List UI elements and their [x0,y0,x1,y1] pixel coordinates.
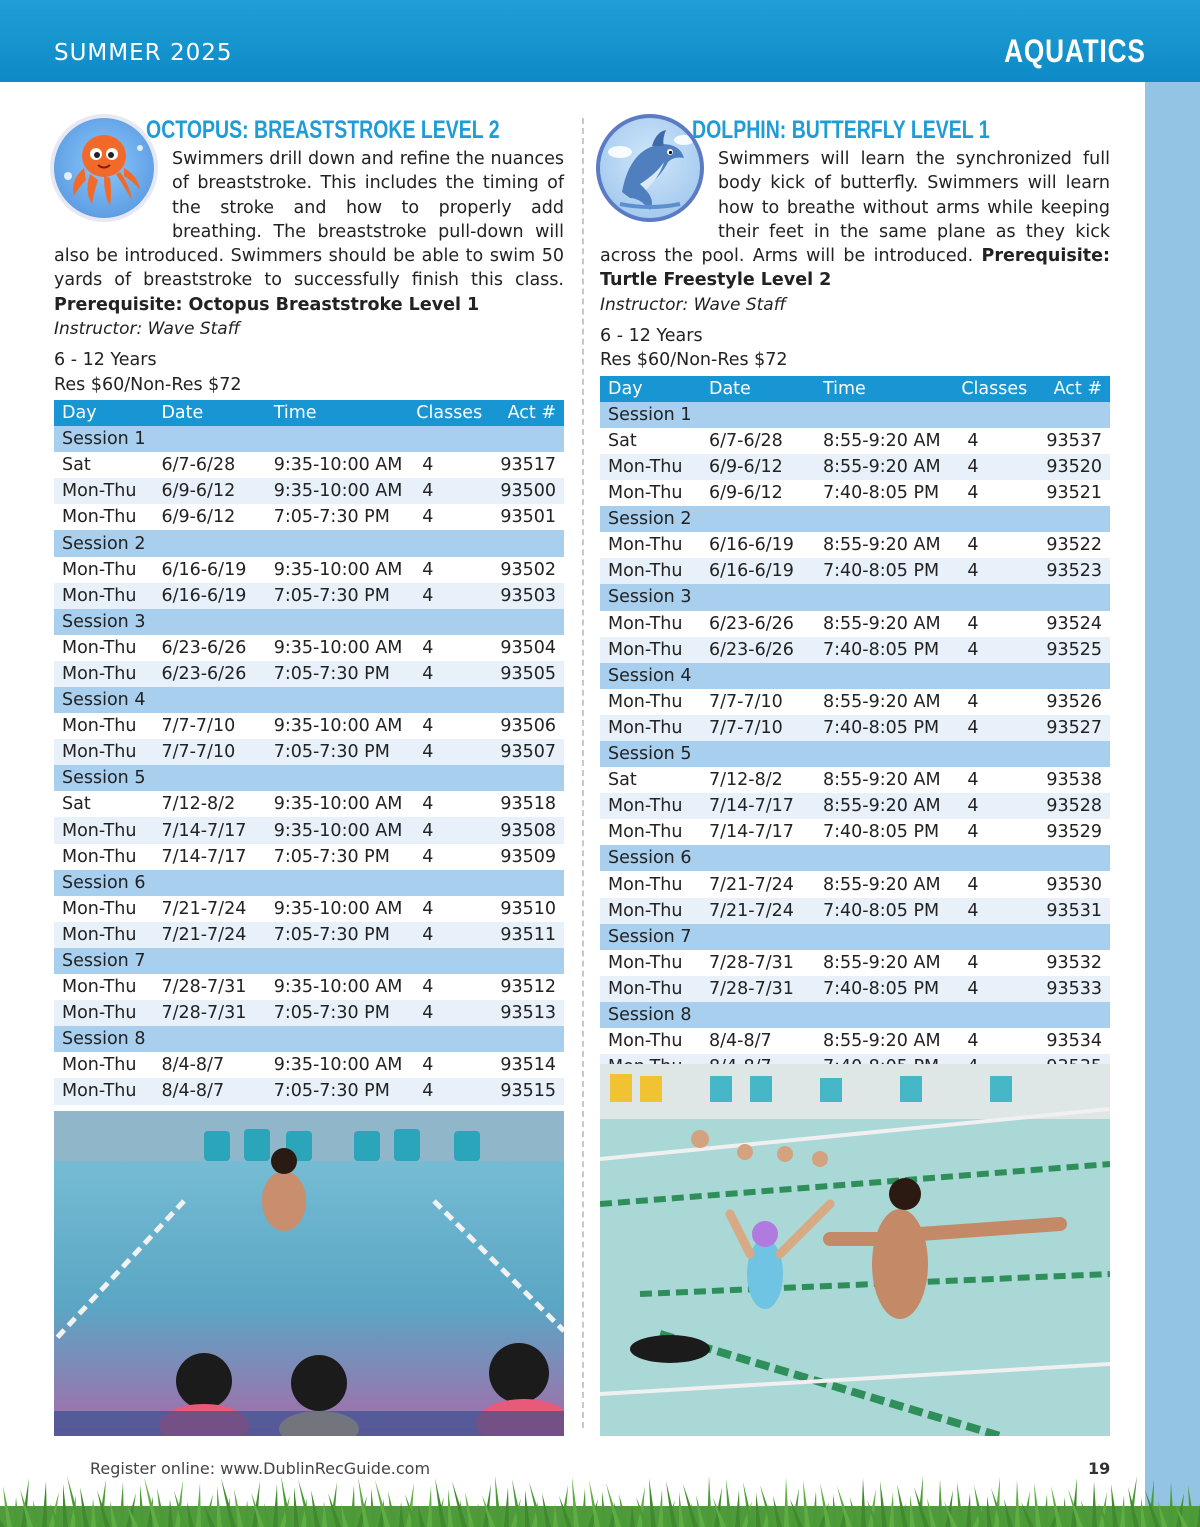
section-title: AQUATICS [1004,33,1146,69]
table-row [600,793,1110,819]
cell-act: 93502 [485,557,564,583]
session-row [54,765,564,791]
schedule-table [600,376,1110,1080]
table-row [54,478,564,504]
session-row [600,663,1110,689]
cell-date: 6/16-6/19 [153,583,265,609]
cell-classes: 4 [408,896,485,922]
session-row [600,506,1110,532]
cell-date: 7/14-7/17 [701,819,815,845]
cell-date: 7/14-7/17 [701,793,815,819]
cell-act: 93506 [485,713,564,739]
session-row [54,870,564,896]
cell-classes: 4 [408,504,485,530]
session-row [600,402,1110,428]
cell-time: 8:55-9:20 AM [815,611,953,637]
cell-day: Mon-Thu [54,478,153,504]
cell-time: 7:05-7:30 PM [266,661,409,687]
cell-day: Mon-Thu [54,1078,153,1104]
cell-time: 7:40-8:05 PM [815,819,953,845]
schedule-table [54,400,564,1104]
table-row [600,1028,1110,1054]
cell-act: 93522 [1031,532,1110,558]
session-row [54,609,564,635]
cell-act: 93534 [1031,1028,1110,1054]
table-row [600,480,1110,506]
session-row [54,687,564,713]
cell-date: 8/4-8/7 [153,1052,265,1078]
col-date: Date [153,400,265,426]
cell-act: 93505 [485,661,564,687]
cell-classes: 4 [408,739,485,765]
fee: Res $60/Non-Res $72 [600,350,788,371]
cell-date: 6/9-6/12 [701,480,815,506]
cell-day: Mon-Thu [54,974,153,1000]
session-label: Session 7 [600,924,1110,950]
session-label: Session 5 [600,741,1110,767]
col-day: Day [600,376,701,402]
instructor: Instructor: Wave Staff [600,294,786,315]
cell-date: 7/14-7/17 [153,817,265,843]
session-label: Session 2 [54,530,564,556]
session-row [54,948,564,974]
session-label: Session 3 [600,584,1110,610]
fee: Res $60/Non-Res $72 [54,374,242,395]
cell-time: 8:55-9:20 AM [815,532,953,558]
cell-day: Mon-Thu [600,611,701,637]
cell-time: 7:40-8:05 PM [815,637,953,663]
cell-date: 7/14-7/17 [153,844,265,870]
table-row [600,454,1110,480]
cell-time: 8:55-9:20 AM [815,454,953,480]
cell-day: Mon-Thu [54,713,153,739]
table-row [54,452,564,478]
cell-time: 9:35-10:00 AM [266,974,409,1000]
side-bar [1145,82,1200,1527]
cell-act: 93533 [1031,976,1110,1002]
session-row [54,426,564,452]
session-label: Session 4 [54,687,564,713]
cell-day: Sat [600,767,701,793]
cell-act: 93503 [485,583,564,609]
cell-day: Mon-Thu [600,532,701,558]
cell-date: 7/12-8/2 [701,767,815,793]
table-row [54,661,564,687]
cell-time: 7:05-7:30 PM [266,844,409,870]
session-label: Session 4 [600,663,1110,689]
cell-time: 7:40-8:05 PM [815,558,953,584]
cell-day: Mon-Thu [54,1000,153,1026]
cell-act: 93504 [485,635,564,661]
session-label: Session 6 [600,845,1110,871]
table-row [54,1078,564,1104]
cell-date: 6/9-6/12 [153,478,265,504]
table-row [600,532,1110,558]
course-description: Swimmers drill down and refine the nuances of breaststroke. This includes the timing of the stroke and how to properly add breathing. The breaststroke pull-down will also be introduced. Swimmers should be able to swim 50 yards of breaststroke to successfully finish this class. Prerequisite: Octopus Breaststroke Level 1 [54,149,564,315]
cell-act: 93510 [485,896,564,922]
cell-classes: 4 [408,844,485,870]
cell-classes: 4 [953,558,1030,584]
cell-time: 9:35-10:00 AM [266,635,409,661]
cell-date: 6/23-6/26 [153,661,265,687]
table-row [54,583,564,609]
cell-act: 93501 [485,504,564,530]
cell-day: Mon-Thu [54,844,153,870]
cell-date: 7/7-7/10 [701,715,815,741]
cell-act: 93508 [485,817,564,843]
table-row [600,871,1110,897]
cell-day: Sat [54,452,153,478]
cell-day: Mon-Thu [54,1052,153,1078]
table-row [600,689,1110,715]
cell-act: 93524 [1031,611,1110,637]
cell-date: 6/23-6/26 [701,637,815,663]
course-octopus [54,112,564,1105]
session-label: Session 8 [600,1002,1110,1028]
cell-time: 7:05-7:30 PM [266,1000,409,1026]
session-row [600,845,1110,871]
cell-classes: 4 [953,480,1030,506]
course-title: OCTOPUS: BREASTSTROKE LEVEL 2 [146,116,500,144]
cell-classes: 4 [953,715,1030,741]
cell-date: 7/21-7/24 [701,898,815,924]
cell-day: Mon-Thu [54,557,153,583]
cell-classes: 4 [408,922,485,948]
cell-date: 7/28-7/31 [701,976,815,1002]
cell-day: Mon-Thu [54,817,153,843]
col-date: Date [701,376,815,402]
cell-date: 7/28-7/31 [153,1000,265,1026]
cell-date: 6/16-6/19 [153,557,265,583]
cell-day: Mon-Thu [600,689,701,715]
cell-act: 93517 [485,452,564,478]
cell-classes: 4 [953,637,1030,663]
cell-act: 93520 [1031,454,1110,480]
age-range: 6 - 12 Years [600,325,703,346]
cell-day: Mon-Thu [600,715,701,741]
cell-classes: 4 [408,661,485,687]
cell-act: 93532 [1031,950,1110,976]
cell-act: 93507 [485,739,564,765]
cell-time: 7:05-7:30 PM [266,583,409,609]
cell-act: 93518 [485,791,564,817]
cell-time: 9:35-10:00 AM [266,452,409,478]
col-classes: Classes [408,400,485,426]
cell-classes: 4 [408,1052,485,1078]
season-label: SUMMER 2025 [54,40,233,66]
cell-classes: 4 [408,974,485,1000]
table-row [54,817,564,843]
cell-time: 8:55-9:20 AM [815,428,953,454]
cell-time: 7:40-8:05 PM [815,976,953,1002]
cell-day: Mon-Thu [54,504,153,530]
age-range: 6 - 12 Years [54,350,157,371]
cell-classes: 4 [953,689,1030,715]
cell-date: 8/4-8/7 [701,1028,815,1054]
cell-date: 8/4-8/7 [153,1078,265,1104]
course-dolphin [600,112,1110,1080]
table-row [54,844,564,870]
cell-classes: 4 [408,817,485,843]
cell-day: Sat [54,791,153,817]
page-number: 19 [1088,1459,1111,1478]
course-title: DOLPHIN: BUTTERFLY LEVEL 1 [692,116,990,144]
cell-classes: 4 [953,871,1030,897]
session-row [600,924,1110,950]
col-act: Act # [485,400,564,426]
cell-date: 7/12-8/2 [153,791,265,817]
cell-time: 8:55-9:20 AM [815,767,953,793]
session-label: Session 5 [54,765,564,791]
cell-day: Sat [600,428,701,454]
cell-time: 7:40-8:05 PM [815,480,953,506]
cell-act: 93521 [1031,480,1110,506]
cell-day: Mon-Thu [600,480,701,506]
cell-classes: 4 [953,976,1030,1002]
page-header [0,0,1200,82]
cell-classes: 4 [408,557,485,583]
pool-photo-instructor [600,1064,1110,1436]
cell-act: 93538 [1031,767,1110,793]
table-row [54,739,564,765]
session-label: Session 1 [600,402,1110,428]
table-row [54,1000,564,1026]
table-row [600,976,1110,1002]
cell-classes: 4 [953,611,1030,637]
cell-time: 7:05-7:30 PM [266,922,409,948]
table-row [600,611,1110,637]
cell-classes: 4 [953,793,1030,819]
cell-classes: 4 [953,532,1030,558]
table-row [600,558,1110,584]
cell-act: 93528 [1031,793,1110,819]
cell-classes: 4 [953,819,1030,845]
cell-act: 93526 [1031,689,1110,715]
cell-date: 6/9-6/12 [153,504,265,530]
cell-act: 93527 [1031,715,1110,741]
session-row [600,1002,1110,1028]
cell-day: Mon-Thu [600,819,701,845]
cell-classes: 4 [408,713,485,739]
table-row [600,637,1110,663]
cell-time: 8:55-9:20 AM [815,871,953,897]
table-row [54,922,564,948]
session-label: Session 8 [54,1026,564,1052]
table-row [600,819,1110,845]
cell-day: Mon-Thu [54,583,153,609]
cell-act: 93514 [485,1052,564,1078]
cell-classes: 4 [953,898,1030,924]
cell-day: Mon-Thu [600,637,701,663]
table-header-row [54,400,564,426]
cell-date: 7/7-7/10 [153,739,265,765]
cell-act: 93530 [1031,871,1110,897]
cell-time: 7:05-7:30 PM [266,1078,409,1104]
cell-date: 7/21-7/24 [701,871,815,897]
prerequisite: Prerequisite: Turtle Freestyle Level 2 [600,246,1110,291]
cell-act: 93525 [1031,637,1110,663]
cell-date: 7/7-7/10 [153,713,265,739]
cell-time: 7:05-7:30 PM [266,504,409,530]
cell-time: 9:35-10:00 AM [266,713,409,739]
cell-day: Mon-Thu [600,1028,701,1054]
cell-act: 93515 [485,1078,564,1104]
session-label: Session 3 [54,609,564,635]
cell-classes: 4 [408,583,485,609]
session-row [54,530,564,556]
session-label: Session 7 [54,948,564,974]
cell-day: Mon-Thu [54,635,153,661]
cell-act: 93513 [485,1000,564,1026]
cell-classes: 4 [953,428,1030,454]
table-row [600,898,1110,924]
cell-date: 6/16-6/19 [701,532,815,558]
session-row [600,584,1110,610]
cell-date: 6/16-6/19 [701,558,815,584]
register-link[interactable]: Register online: www.DublinRecGuide.com [90,1459,431,1478]
cell-day: Mon-Thu [54,922,153,948]
course-description: Swimmers will learn the synchronized full body kick of butterfly. Swimmers will learn how to breathe without arms while keeping their feet in the same plane as they kick across the pool. Arms will be introduced. Prerequisite: Turtle Freestyle Level 2 [600,149,1110,291]
cell-day: Mon-Thu [600,871,701,897]
cell-classes: 4 [953,454,1030,480]
cell-classes: 4 [953,1028,1030,1054]
cell-date: 6/23-6/26 [701,611,815,637]
cell-act: 93537 [1031,428,1110,454]
cell-act: 93512 [485,974,564,1000]
cell-day: Mon-Thu [600,950,701,976]
prerequisite: Prerequisite: Octopus Breaststroke Level 1 [54,294,480,315]
cell-day: Mon-Thu [600,558,701,584]
cell-act: 93509 [485,844,564,870]
cell-time: 8:55-9:20 AM [815,1028,953,1054]
table-row [54,557,564,583]
col-classes: Classes [953,376,1030,402]
table-row [54,896,564,922]
cell-classes: 4 [408,1000,485,1026]
session-row [600,741,1110,767]
cell-day: Mon-Thu [54,661,153,687]
col-day: Day [54,400,153,426]
table-header-row [600,376,1110,402]
cell-date: 7/28-7/31 [701,950,815,976]
cell-date: 7/21-7/24 [153,896,265,922]
cell-date: 7/7-7/10 [701,689,815,715]
cell-date: 6/9-6/12 [701,454,815,480]
col-time: Time [266,400,409,426]
table-row [600,950,1110,976]
instructor: Instructor: Wave Staff [54,319,240,340]
cell-act: 93529 [1031,819,1110,845]
cell-day: Mon-Thu [600,793,701,819]
cell-classes: 4 [953,950,1030,976]
cell-classes: 4 [408,635,485,661]
table-row [54,504,564,530]
cell-classes: 4 [408,478,485,504]
cell-day: Mon-Thu [600,898,701,924]
cell-date: 6/7-6/28 [153,452,265,478]
cell-day: Mon-Thu [54,896,153,922]
session-label: Session 6 [54,870,564,896]
cell-classes: 4 [408,791,485,817]
cell-act: 93523 [1031,558,1110,584]
cell-time: 8:55-9:20 AM [815,689,953,715]
cell-day: Mon-Thu [54,739,153,765]
cell-date: 7/21-7/24 [153,922,265,948]
cell-classes: 4 [953,767,1030,793]
table-row [54,635,564,661]
table-row [600,428,1110,454]
cell-time: 7:40-8:05 PM [815,898,953,924]
cell-date: 7/28-7/31 [153,974,265,1000]
session-label: Session 2 [600,506,1110,532]
table-row [54,713,564,739]
cell-time: 7:40-8:05 PM [815,715,953,741]
session-row [54,1026,564,1052]
grass-decoration [0,1468,1200,1527]
cell-day: Mon-Thu [600,976,701,1002]
table-row [54,1052,564,1078]
cell-act: 93500 [485,478,564,504]
cell-time: 9:35-10:00 AM [266,896,409,922]
cell-date: 6/23-6/26 [153,635,265,661]
cell-classes: 4 [408,452,485,478]
col-time: Time [815,376,953,402]
table-row [54,791,564,817]
cell-time: 9:35-10:00 AM [266,557,409,583]
column-divider [582,118,584,1428]
session-label: Session 1 [54,426,564,452]
cell-act: 93531 [1031,898,1110,924]
cell-time: 9:35-10:00 AM [266,1052,409,1078]
cell-date: 6/7-6/28 [701,428,815,454]
table-row [600,715,1110,741]
cell-day: Mon-Thu [600,454,701,480]
cell-time: 8:55-9:20 AM [815,793,953,819]
cell-time: 7:05-7:30 PM [266,739,409,765]
cell-classes: 4 [408,1078,485,1104]
pool-photo-children [54,1111,564,1436]
cell-time: 9:35-10:00 AM [266,817,409,843]
col-act: Act # [1031,376,1110,402]
cell-time: 9:35-10:00 AM [266,478,409,504]
cell-time: 8:55-9:20 AM [815,950,953,976]
table-row [54,974,564,1000]
cell-act: 93511 [485,922,564,948]
cell-time: 9:35-10:00 AM [266,791,409,817]
table-row [600,767,1110,793]
